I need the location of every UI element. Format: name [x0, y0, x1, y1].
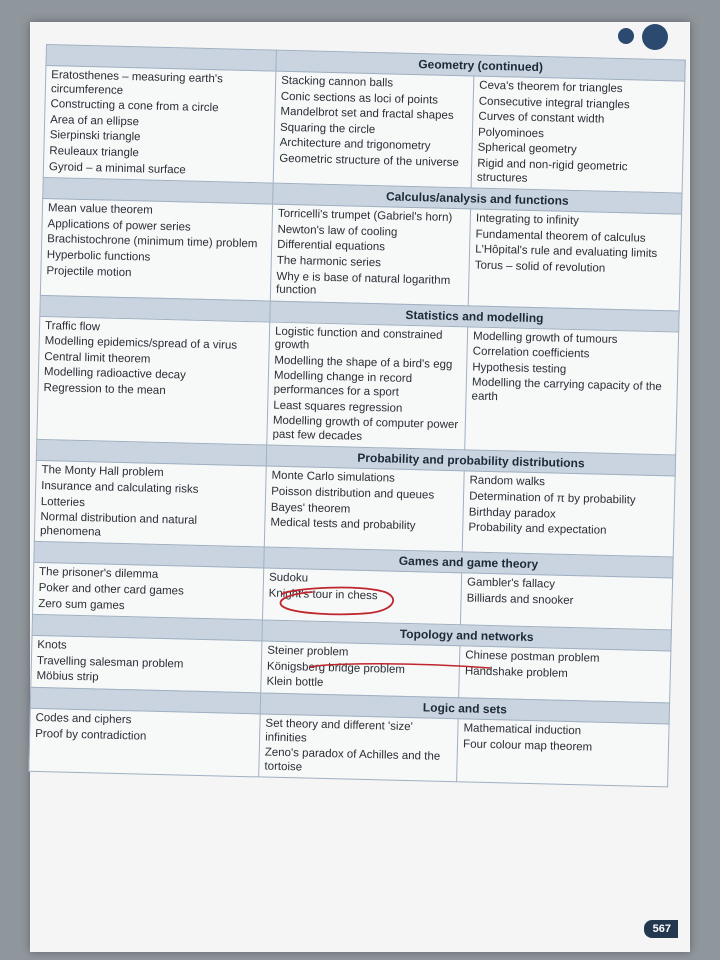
topic-column — [462, 471, 675, 557]
topic-item: Squaring the circle — [279, 121, 376, 136]
section-topics-row — [43, 66, 685, 194]
topic-item: Brachistochrone (minimum time) problem — [47, 233, 258, 251]
topic-item: Möbius strip — [36, 670, 99, 684]
section-topics-row — [40, 199, 681, 311]
topic-item: Applications of power series — [47, 217, 191, 234]
section-title: Logic and sets — [260, 693, 669, 724]
topic-item: Knight's tour in chess — [268, 587, 378, 603]
topic-item: Hypothesis testing — [472, 361, 567, 376]
section-title: Calculus/analysis and functions — [273, 183, 682, 214]
topics-table — [28, 44, 686, 788]
topic-item: The prisoner's dilemma — [38, 566, 159, 582]
topic-item: Random walks — [469, 474, 546, 489]
decorative-dot — [642, 24, 668, 50]
topic-item: Differential equations — [277, 239, 386, 254]
topic-column — [37, 316, 270, 445]
topic-item: Mathematical induction — [463, 722, 582, 738]
topic-item: Constructing a cone from a circle — [50, 98, 219, 115]
topic-item: Set theory and different 'size' infinities — [265, 717, 413, 745]
section-title: Games and game theory — [264, 547, 673, 578]
topic-item: Geometric structure of the universe — [279, 152, 460, 170]
topic-item: Hyperbolic functions — [46, 249, 151, 264]
topic-item: Lotteries — [40, 495, 86, 509]
topic-item: Modelling the shape of a bird's egg — [274, 354, 453, 371]
section-title: Statistics and modelling — [270, 301, 679, 332]
topic-item: Reuleaux triangle — [49, 145, 140, 160]
topic-column — [465, 327, 679, 456]
decorative-dot — [618, 28, 634, 44]
topic-item: Eratosthenes – measuring earth's circumference — [50, 69, 223, 97]
section-title: Geometry (continued) — [276, 50, 685, 81]
topic-item: Why e is base of natural logarithm function — [275, 270, 451, 297]
topic-item: Architecture and trigonometry — [279, 137, 431, 153]
section-title: Topology and networks — [262, 620, 671, 651]
topic-column — [43, 66, 276, 184]
topic-item: Sudoku — [268, 572, 309, 585]
topic-column — [471, 76, 685, 193]
topic-item: Traffic flow — [44, 319, 101, 334]
topic-item: Logistic function and constrained growth — [274, 325, 443, 352]
topic-column — [273, 71, 474, 188]
section-topics-row — [37, 316, 679, 455]
topic-item: Zeno's paradox of Achilles and the tortoise — [264, 746, 441, 774]
topic-item: Codes and ciphers — [35, 712, 132, 727]
topic-item: Determination of π by probability — [469, 490, 636, 507]
textbook-page — [30, 22, 690, 952]
topic-item: Probability and expectation — [468, 521, 607, 537]
topic-item: L'Hôpital's rule and evaluating limits — [475, 243, 658, 261]
topic-item: Zero sum games — [38, 597, 125, 612]
topic-column — [261, 641, 460, 698]
topic-item: Projectile motion — [46, 264, 132, 279]
topic-item: Sierpinski triangle — [49, 129, 141, 144]
topic-item: Steiner problem — [267, 644, 349, 659]
topic-item: Torricelli's trumpet (Gabriel's horn) — [277, 207, 453, 225]
topic-item: Gyroid – a minimal surface — [48, 160, 186, 176]
topic-item: Stacking cannon balls — [281, 74, 394, 90]
topic-item: Polyominoes — [477, 126, 545, 141]
topic-item: Spherical geometry — [477, 141, 577, 157]
topic-item: Normal distribution and natural phenomena — [39, 511, 198, 539]
topic-item: Torus – solid of revolution — [474, 259, 606, 275]
topic-item: Consecutive integral triangles — [478, 95, 630, 111]
topic-item: Modelling change in record performances for a sport — [273, 370, 413, 399]
topic-column — [264, 466, 464, 552]
topic-item: Gambler's fallacy — [466, 576, 556, 591]
topic-item: Curves of constant width — [478, 110, 605, 126]
topic-column — [457, 719, 669, 787]
topic-item: Insurance and calculating risks — [41, 480, 199, 496]
topic-item: Least squares regression — [273, 399, 403, 415]
topic-item: The Monty Hall problem — [41, 464, 164, 480]
topic-item: Ceva's theorem for triangles — [479, 79, 623, 96]
topic-column — [267, 322, 468, 450]
topic-item: Regression to the mean — [43, 382, 166, 398]
topic-column — [263, 568, 462, 625]
topic-item: Birthday paradox — [468, 506, 556, 521]
topic-item: Knots — [37, 639, 67, 652]
topic-column — [259, 714, 459, 782]
topics-table-body — [29, 45, 686, 788]
topic-column — [270, 204, 470, 305]
topic-item: Modelling growth of computer power past few decades — [272, 414, 459, 443]
topic-item: Chinese postman problem — [465, 649, 600, 665]
topic-item: Conic sections as loci of points — [280, 90, 439, 107]
topic-column — [33, 563, 264, 620]
topic-item: Modelling epidemics/spread of a virus — [44, 335, 238, 353]
topic-item: Bayes' theorem — [270, 501, 351, 516]
section-topics-row — [34, 461, 675, 557]
topic-column — [461, 573, 673, 630]
topic-item: Mandelbrot set and fractal shapes — [280, 106, 454, 123]
topic-column — [40, 199, 272, 301]
topic-column — [34, 461, 266, 547]
topic-item: Monte Carlo simulations — [271, 470, 396, 486]
topic-item: Area of an ellipse — [49, 113, 140, 129]
topic-item: Königsberg bridge problem — [266, 660, 406, 676]
topic-item: Modelling the carrying capacity of the earth — [471, 376, 662, 404]
topic-item: Integrating to infinity — [475, 212, 580, 228]
section-title: Probability and probability distributions — [266, 445, 675, 476]
topic-item: Mean value theorem — [47, 202, 153, 217]
topic-item: The harmonic series — [276, 254, 382, 270]
topic-column — [468, 209, 681, 310]
topic-item: Proof by contradiction — [35, 727, 147, 743]
topic-item: Central limit theorem — [44, 350, 151, 366]
topic-item: Medical tests and probability — [270, 516, 416, 533]
topic-item: Newton's law of cooling — [277, 223, 398, 239]
topic-column — [459, 646, 671, 703]
topic-item: Poker and other card games — [38, 581, 184, 598]
topic-item: Four colour map theorem — [462, 738, 593, 754]
topic-item: Modelling radioactive decay — [43, 366, 186, 382]
topic-item: Correlation coefficients — [472, 345, 590, 361]
topic-item: Modelling growth of tumours — [472, 330, 618, 346]
topic-item: Rigid and non-rigid geometric structures — [476, 157, 628, 185]
topic-item: Travelling salesman problem — [36, 654, 184, 671]
topic-item: Handshake problem — [464, 665, 568, 680]
topic-item: Poisson distribution and queues — [271, 485, 435, 502]
topic-column — [31, 636, 262, 693]
topic-item: Klein bottle — [266, 675, 324, 690]
topic-item: Billiards and snooker — [466, 592, 574, 608]
page-number: 567 — [644, 920, 678, 938]
topic-item: Fundamental theorem of calculus — [475, 228, 646, 245]
topic-column — [29, 708, 261, 777]
